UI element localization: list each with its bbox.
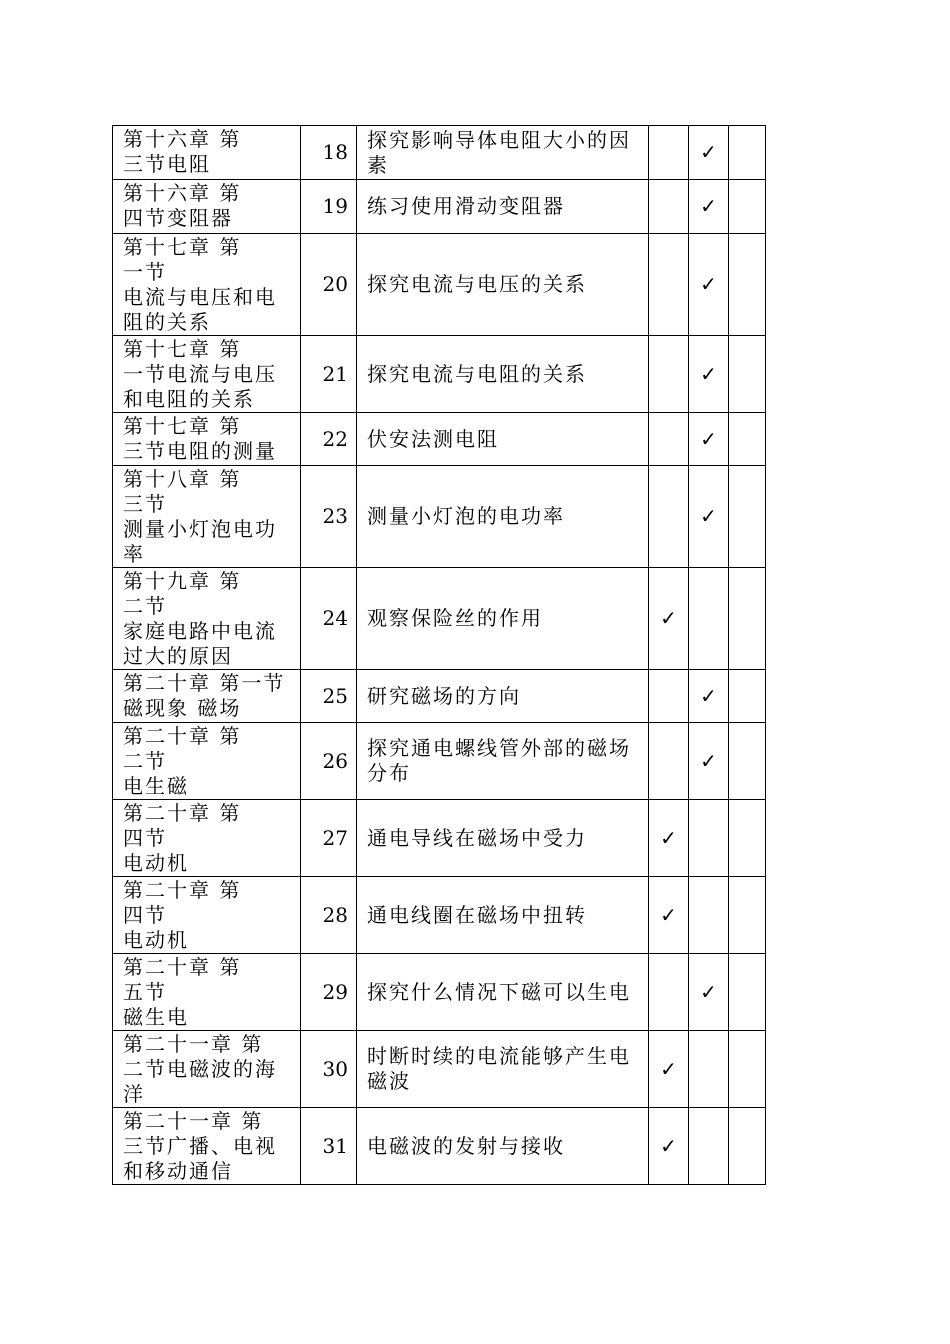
table-row xyxy=(113,1031,766,1108)
demo-check-cell: ✓ xyxy=(649,877,689,954)
experiment-name: 探究电流与电压的关系 xyxy=(357,234,649,336)
chapter-cell: 第二十章 第 四节 电动机 xyxy=(113,800,301,877)
chapter-cell: 第二十章 第一节 磁现象 磁场 xyxy=(113,670,301,723)
table-row xyxy=(113,670,766,723)
experiment-name: 练习使用滑动变阻器 xyxy=(357,180,649,234)
chapter-cell: 第十六章 第 三节电阻 xyxy=(113,126,301,180)
table-row xyxy=(113,413,766,466)
table-row xyxy=(113,877,766,954)
experiment-number: 27 xyxy=(301,800,357,877)
demo-check-cell xyxy=(649,466,689,568)
experiment-number: 23 xyxy=(301,466,357,568)
other-check-cell xyxy=(729,568,766,670)
experiment-name: 研究磁场的方向 xyxy=(357,670,649,723)
experiment-table xyxy=(112,125,766,1185)
chapter-cell: 第十九章 第 二节 家庭电路中电流过大的原因 xyxy=(113,568,301,670)
other-check-cell xyxy=(729,466,766,568)
experiment-number: 26 xyxy=(301,723,357,800)
table-row xyxy=(113,954,766,1031)
table-row xyxy=(113,568,766,670)
table-row xyxy=(113,336,766,413)
other-check-cell xyxy=(729,180,766,234)
student-check-cell: ✓ xyxy=(689,954,729,1031)
student-check-cell: ✓ xyxy=(689,180,729,234)
demo-check-cell xyxy=(649,723,689,800)
student-check-cell xyxy=(689,1031,729,1108)
table-row xyxy=(113,180,766,234)
chapter-cell: 第二十一章 第 二节电磁波的海洋 xyxy=(113,1031,301,1108)
demo-check-cell xyxy=(649,126,689,180)
chapter-cell: 第二十一章 第 三节广播、电视和移动通信 xyxy=(113,1108,301,1185)
experiment-number: 21 xyxy=(301,336,357,413)
chapter-cell: 第二十章 第 五节 磁生电 xyxy=(113,954,301,1031)
experiment-name: 伏安法测电阻 xyxy=(357,413,649,466)
student-check-cell: ✓ xyxy=(689,126,729,180)
experiment-name: 通电导线在磁场中受力 xyxy=(357,800,649,877)
student-check-cell: ✓ xyxy=(689,670,729,723)
table-row xyxy=(113,126,766,180)
other-check-cell xyxy=(729,877,766,954)
other-check-cell xyxy=(729,336,766,413)
demo-check-cell: ✓ xyxy=(649,800,689,877)
experiment-name: 测量小灯泡的电功率 xyxy=(357,466,649,568)
student-check-cell xyxy=(689,877,729,954)
experiment-number: 31 xyxy=(301,1108,357,1185)
experiment-name: 探究影响导体电阻大小的因素 xyxy=(357,126,649,180)
chapter-cell: 第二十章 第 四节 电动机 xyxy=(113,877,301,954)
experiment-name: 通电线圈在磁场中扭转 xyxy=(357,877,649,954)
table-row xyxy=(113,1108,766,1185)
experiment-name: 探究什么情况下磁可以生电 xyxy=(357,954,649,1031)
student-check-cell xyxy=(689,800,729,877)
other-check-cell xyxy=(729,954,766,1031)
other-check-cell xyxy=(729,234,766,336)
demo-check-cell: ✓ xyxy=(649,1031,689,1108)
chapter-cell: 第十六章 第 四节变阻器 xyxy=(113,180,301,234)
experiment-number: 30 xyxy=(301,1031,357,1108)
demo-check-cell xyxy=(649,413,689,466)
other-check-cell xyxy=(729,126,766,180)
experiment-name: 观察保险丝的作用 xyxy=(357,568,649,670)
student-check-cell: ✓ xyxy=(689,234,729,336)
table-row xyxy=(113,723,766,800)
student-check-cell: ✓ xyxy=(689,336,729,413)
demo-check-cell xyxy=(649,670,689,723)
demo-check-cell xyxy=(649,234,689,336)
chapter-cell: 第十七章 第 一节 电流与电压和电阻的关系 xyxy=(113,234,301,336)
student-check-cell xyxy=(689,1108,729,1185)
chapter-cell: 第二十章 第 二节 电生磁 xyxy=(113,723,301,800)
experiment-name: 探究电流与电阻的关系 xyxy=(357,336,649,413)
other-check-cell xyxy=(729,723,766,800)
demo-check-cell xyxy=(649,336,689,413)
demo-check-cell: ✓ xyxy=(649,568,689,670)
chapter-cell: 第十七章 第 三节电阻的测量 xyxy=(113,413,301,466)
experiment-number: 24 xyxy=(301,568,357,670)
table-row xyxy=(113,466,766,568)
student-check-cell: ✓ xyxy=(689,413,729,466)
experiment-number: 18 xyxy=(301,126,357,180)
demo-check-cell xyxy=(649,180,689,234)
other-check-cell xyxy=(729,1031,766,1108)
experiment-number: 20 xyxy=(301,234,357,336)
experiment-name: 电磁波的发射与接收 xyxy=(357,1108,649,1185)
experiment-number: 28 xyxy=(301,877,357,954)
experiment-number: 29 xyxy=(301,954,357,1031)
experiment-number: 25 xyxy=(301,670,357,723)
chapter-cell: 第十八章 第 三节 测量小灯泡电功率 xyxy=(113,466,301,568)
student-check-cell: ✓ xyxy=(689,723,729,800)
demo-check-cell xyxy=(649,954,689,1031)
other-check-cell xyxy=(729,1108,766,1185)
student-check-cell: ✓ xyxy=(689,466,729,568)
other-check-cell xyxy=(729,670,766,723)
demo-check-cell: ✓ xyxy=(649,1108,689,1185)
experiment-name: 探究通电螺线管外部的磁场分布 xyxy=(357,723,649,800)
other-check-cell xyxy=(729,800,766,877)
table-row xyxy=(113,234,766,336)
table-row xyxy=(113,800,766,877)
experiment-name: 时断时续的电流能够产生电磁波 xyxy=(357,1031,649,1108)
other-check-cell xyxy=(729,413,766,466)
student-check-cell xyxy=(689,568,729,670)
experiment-number: 22 xyxy=(301,413,357,466)
chapter-cell: 第十七章 第 一节电流与电压和电阻的关系 xyxy=(113,336,301,413)
experiment-number: 19 xyxy=(301,180,357,234)
